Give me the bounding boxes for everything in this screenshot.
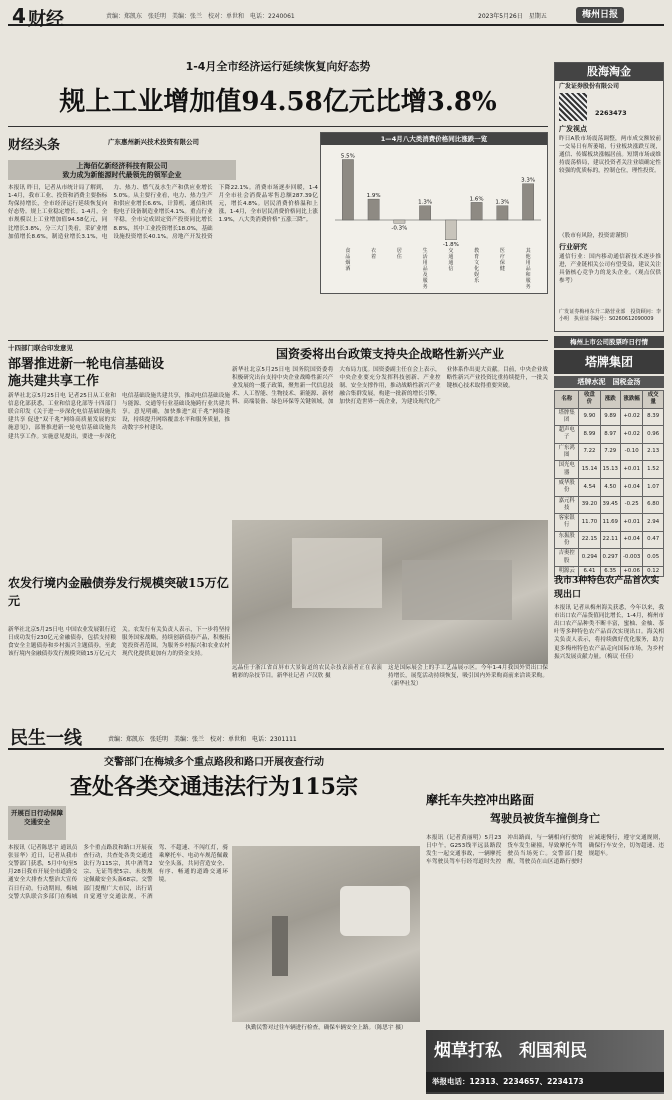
minsheng-header xyxy=(8,724,664,750)
stock-cell: 8.39 xyxy=(643,408,664,426)
stock-col-header: 名称 xyxy=(555,391,579,409)
chart-category-label: 教 xyxy=(474,248,480,254)
stock-cell: 6.35 xyxy=(600,566,620,576)
chart-category-label: 居 xyxy=(396,248,402,254)
stock-cell: 1.52 xyxy=(643,461,664,479)
chart-category-label: 品 xyxy=(345,254,351,260)
chart-category-label: 及 xyxy=(422,272,428,278)
industry-body: 通信行业：国内移动通信新技术逐步推进，产业链相关公司有望受益，建议关注具备核心竞争力的龙头企业。（观点仅供参考） xyxy=(559,254,661,285)
stock-row xyxy=(555,514,664,532)
chart-category-label: 服 xyxy=(422,278,428,284)
stock-cell: 15.13 xyxy=(600,461,620,479)
stock-cell: 39.45 xyxy=(600,496,620,514)
chart-category-label: 务 xyxy=(525,284,531,290)
traffic-body-continued xyxy=(232,1038,420,1090)
traffic-headline: 查处各类交通违法行为115宗 xyxy=(70,774,358,800)
stock-ad-title: 股海淘金 xyxy=(555,63,663,81)
chart-category-label: 品 xyxy=(422,266,428,272)
chart-bar xyxy=(394,220,405,223)
minsheng-editors: 责编：郑凯东 张廷明 美编：张兰 校对：单世和 电话：2301111 xyxy=(108,736,297,743)
stock-cell: +0.04 xyxy=(620,478,642,496)
stock-cell: +0.01 xyxy=(620,461,642,479)
stock-row xyxy=(555,478,664,496)
stock-cell: 7.22 xyxy=(579,443,600,461)
page-header xyxy=(8,4,664,30)
chart-bar xyxy=(419,206,430,220)
sponsor-strip xyxy=(8,160,236,180)
stock-table xyxy=(554,390,664,577)
stock-cell: 6.80 xyxy=(643,496,664,514)
stock-row xyxy=(555,461,664,479)
industry-title: 行业研究 xyxy=(559,243,587,251)
chart-category-label: 活 xyxy=(422,254,428,260)
chart-category-label: 医 xyxy=(499,248,505,254)
stock-cell: 15.14 xyxy=(579,461,600,479)
lead-headline: 规上工业增加值94.58亿元比增3.8% xyxy=(59,87,497,117)
chart-category-label: 和 xyxy=(525,272,531,278)
chart-category-label: 烟 xyxy=(345,260,351,266)
stock-cell: 8.97 xyxy=(600,426,620,444)
stock-cell: 9.89 xyxy=(600,408,620,426)
stock-cell: 广东鸿图 xyxy=(555,443,579,461)
stock-row xyxy=(555,549,664,567)
stock-cell: 7.29 xyxy=(600,443,620,461)
chart-value-label: 1.9% xyxy=(366,193,381,200)
digital-body: 新华社北京5月25日电 记者25日从工业和信息化部获悉，工业和信息化部等十四部门联合印发《关于进一步深化电信基础设施共建共享 促进“双千兆”网络高质量发展的实施意见》，部署推进新一轮电信基础设施共建共享工作。实施意见提出，要进一步深化电信基础设施共建共享，推动电信基础设施与能源、交通等行业基础设施跨行业共建共享。意见明确，加快推进“双千兆”网络建设，持续提升网络覆盖水平和服务质量，推动数字乡村建设。 xyxy=(8,393,230,440)
digital-kicker: 十四部门联合印发意见 xyxy=(8,344,73,352)
agri-headline: 农发行境内金融债券发行规模突破15万亿元 xyxy=(8,576,229,608)
chart-category-label: 服 xyxy=(525,278,531,284)
digital-headline: 部署推进新一轮电信基础设施共建共享工作 xyxy=(8,357,165,389)
traffic-sidebar-title: 开展百日行动保障交通安全 xyxy=(8,806,66,840)
chart-category-label: 娱 xyxy=(474,272,480,278)
stock-cell: 22.15 xyxy=(579,531,600,549)
stock-cell: 明源云 xyxy=(555,566,579,576)
sasac-headline: 国资委将出台政策支持央企战略性新兴产业 xyxy=(275,347,504,361)
stock-col-header: 成交量 xyxy=(643,391,664,409)
photo-caption-right: 这是国际展会上的手工艺品展示区。今年1-4月我国外贸出口保持增长，展览活动持续恢复，吸引国内外采购商前来洽谈采购。（新华社发） xyxy=(388,665,548,688)
chart-bar xyxy=(522,184,533,220)
stock-cell: 吉奥控股 xyxy=(555,549,579,567)
hotline-numbers: 12313、2234657、2234173 xyxy=(469,1077,584,1086)
chart-category-label: 交 xyxy=(448,248,454,254)
stock-row xyxy=(555,531,664,549)
view-body: 昨日A股市场震荡调整，两市成交额较前一交易日有所萎缩，行业板块涨跌互现，通信、传媒板块涨幅居前。短期市场或维持震荡格局，建议投资者关注业绩确定性较强的优质标的，控制仓位，理性投资。 xyxy=(559,136,661,175)
company-slogan: 塔牌水泥 国税金汤 xyxy=(554,376,664,388)
chart-category-label: 通 xyxy=(448,254,454,260)
photo-display-table xyxy=(402,560,512,620)
moto-headline: 摩托车失控冲出路面 xyxy=(426,793,535,807)
chart-value-label: -0.3% xyxy=(391,225,408,232)
chart-value-label: 3.3% xyxy=(521,177,536,184)
stock-cell: 超声电子 xyxy=(555,426,579,444)
traffic-body-top xyxy=(70,806,170,842)
section-rule xyxy=(8,340,548,341)
chart-category-label: 健 xyxy=(499,266,505,272)
moto-subhead: 驾驶员被货车撞倒身亡 xyxy=(490,812,600,825)
traffic-photo-caption: 执勤民警对过往车辆进行检查，确保车辆安全上路。（陈思宇 摄） xyxy=(245,1025,407,1031)
stock-table-wrap xyxy=(554,390,664,574)
anti-smuggling-ad xyxy=(426,1030,664,1094)
chart-category-label: 育 xyxy=(474,254,480,260)
stock-cell: +0.02 xyxy=(620,408,642,426)
farm-headline: 我市3种特色农产品首次实现出口 xyxy=(554,576,660,600)
stock-col-header: 涨跌幅 xyxy=(620,391,642,409)
stock-ad-box xyxy=(554,62,664,332)
chart-bar xyxy=(497,206,508,220)
editor-credits: 责编：郑凯东 张廷明 美编：张兰 校对：单世和 电话：2240061 xyxy=(106,13,295,20)
newspaper-logo: 梅州日报 xyxy=(576,7,624,23)
chart-category-label: 疗 xyxy=(499,254,505,260)
broker-name: 广发证券股份有限公司 xyxy=(559,83,620,90)
stock-cell: 11.69 xyxy=(600,514,620,532)
stock-col-header: 收盘价 xyxy=(579,391,600,409)
hotline-label: 举报电话： xyxy=(432,1077,470,1086)
chart-bar xyxy=(342,160,353,221)
stock-cell: 2.94 xyxy=(643,514,664,532)
lead-body: 本报讯 昨日，记者从市统计局了解到，1-4月，我市工业、投资和消费主要指标均保持增长，全市经济运行延续恢复向好态势。规上工业稳定增长。1-4月，全市规模以上工业增加值94.58亿元，同比增长3.8%，分三大门类看，采矿业增加值增长8.6%，制造业增长3.1%，电力、热力、燃气及水生产和供应业增长5.0%。从主要行业看，电力、热力生产和供应业增长6.6%，计算机、通信和其他电子设备制造业增长4.1%。重点行业平稳，全市完成固定资产投资同比增长8.8%，其中工业投资增长18.0%，基础设施投资增长40.1%。房地产开发投资下降22.1%。消费市场逐步回暖，1-4月全市社会消费品零售总额287.39亿元，增长4.8%。居民消费价格温和上涨，1-4月，全市居民消费价格同比上涨1.9%，八大类消费价格“五涨三降”。 xyxy=(8,185,318,240)
stock-cell: -0.10 xyxy=(620,443,642,461)
cpi-chart-panel xyxy=(320,132,548,294)
chart-value-label: 1.6% xyxy=(469,196,484,203)
stock-cell: -0.25 xyxy=(620,496,642,514)
stock-cell: 2.13 xyxy=(643,443,664,461)
stock-cell: +0.01 xyxy=(620,514,642,532)
chart-bar xyxy=(368,199,379,220)
section-title: 财经 xyxy=(28,9,64,30)
traffic-kicker: 交警部门在梅城多个重点路段和路口开展夜查行动 xyxy=(104,757,324,768)
stock-cell: 0.12 xyxy=(643,566,664,576)
moto-body: 本报讯（记者黄丽明）5月23日中午，G253线平远县路段发生一起交通事故，一辆摩托车驾驶员驾车行经弯道时失控冲出路面，与一辆相向行驶的货车发生碰撞，导致摩托车驾驶员当场死亡。交警部门提醒，驾驶员在山区道路行驶时应减速慢行，遵守交通规则，确保行车安全，切勿超速、违规超车。 xyxy=(426,835,664,866)
traffic-photo xyxy=(232,846,420,1022)
lead-rule xyxy=(8,126,548,127)
agri-body: 新华社北京5月25日电 中国农业发展银行近日成功发行230亿元金融债券，包括支持粮食安全主题债券和乡村振兴主题债券，至此该行境内金融债券发行规模突破15万亿元大关。农发行有关负责人表示，下一步将坚持服务国家战略，持续创新债券产品，积极拓宽投资者范围，为服务乡村振兴和农业农村现代化提供更加有力的资金支持。 xyxy=(8,627,230,658)
minsheng-title: 民生一线 xyxy=(10,728,82,749)
chart-category-label: 文 xyxy=(474,260,480,266)
ad-slogan: 烟草打私 利国利民 xyxy=(434,1041,587,1061)
stock-cell: 0.294 xyxy=(579,549,600,567)
view-title: 广发视点 xyxy=(559,125,587,133)
chart-category-label: 酒 xyxy=(345,266,351,272)
chart-category-label: 他 xyxy=(525,254,531,260)
chart-category-label: 品 xyxy=(525,266,531,272)
exhibition-photo xyxy=(232,520,548,664)
stock-cell: 0.47 xyxy=(643,531,664,549)
brand-title: 财经头条 xyxy=(8,138,61,153)
stock-cell: 客家银行 xyxy=(555,514,579,532)
stock-cell: 0.96 xyxy=(643,426,664,444)
photo-officer xyxy=(272,916,288,976)
stock-cell: 22.11 xyxy=(600,531,620,549)
stock-col-header: 涨跌 xyxy=(600,391,620,409)
cpi-bar-chart xyxy=(321,146,547,294)
photo-caption-left: 远晶佳于浙江省首屏市大景街道的农民杂技表演者正在表演精彩的杂技节目。新华社记者 卢汉欣 摄 xyxy=(232,665,382,680)
issue-date: 2023年5月26日 星期五 xyxy=(478,13,547,20)
stock-cell: 国光电器 xyxy=(555,461,579,479)
chart-category-label: 用 xyxy=(525,260,531,266)
chart-bar xyxy=(471,202,482,220)
chart-value-label: 5.5% xyxy=(340,153,355,160)
chart-category-label: 生 xyxy=(422,248,428,254)
chart-category-label: 其 xyxy=(525,248,531,254)
stock-cell: 0.297 xyxy=(600,549,620,567)
qr-code[interactable] xyxy=(559,93,587,121)
stock-cell: 4.54 xyxy=(579,478,600,496)
hotline-bar xyxy=(426,1072,664,1092)
chart-value-label: -1.8% xyxy=(442,241,459,248)
stock-cell: 6.41 xyxy=(579,566,600,576)
chart-category-label: 着 xyxy=(371,254,377,260)
stock-cell: 11.70 xyxy=(579,514,600,532)
stock-cell: +0.06 xyxy=(620,566,642,576)
chart-title: 1—4月八大类消费价格同比涨跌一览 xyxy=(321,133,547,145)
ad-footer: 广发证券梅州东升二路营业部 投资顾问：李小明 执业证书编号：S0260612090009 xyxy=(559,309,661,323)
photo-display-stand xyxy=(292,538,382,608)
sponsor-line-2: 致力成为新能源时代最领先的领军企业 xyxy=(62,171,182,180)
chart-category-label: 化 xyxy=(474,266,480,272)
chart-category-label: 保 xyxy=(499,260,505,266)
stock-cell: 东振股份 xyxy=(555,531,579,549)
sponsor-name: 广东惠州新兴技术投资有限公司 xyxy=(108,138,199,146)
stock-cell: 4.50 xyxy=(600,478,620,496)
stock-cell: 8.99 xyxy=(579,426,600,444)
broker-phone: 2263473 xyxy=(595,109,627,117)
traffic-body: 本报讯（记者陈思宇 通讯员张显华）近日，记者从我市交警部门获悉，5月中旬至5月28日我市开展全市道路交通安全大排查大整治大宣传百日行动。行动期间，梅城交警大队联合多部门在梅城多个重点路段和路口开展夜查行动，共查处各类交通违法行为115宗，其中酒驾2宗、无证驾驶5宗、未按规定佩戴安全头盔68宗。交警部门提醒广大市民，出行请自觉遵守交通法规，不酒驾、不超速、不闯红灯，骑乘摩托车、电动车规范佩戴安全头盔，共同营造安全、有序、畅通的道路交通环境。 xyxy=(8,845,228,900)
sasac-body: 新华社北京5月25日电 国务院国资委将积极研究出台支持中央企业战略性新兴产业发展的一揽子政策，聚焦新一代信息技术、人工智能、生物技术、新能源、新材料、高端装备、绿色环保等关键领域，加大布局力度。国资委副主任在会上表示，中央企业要充分发挥科技创新、产业控制、安全支撑作用，推动战略性新兴产业融合集群发展，构建一批新的增长引擎，加快打造世界一流企业，为建设现代化产业体系作出更大贡献。目前，中央企业战略性新兴产业投资比重持续提升，一批关键核心技术取得重要突破。 xyxy=(232,367,548,406)
chart-value-label: 1.3% xyxy=(418,199,433,206)
chart-category-label: 信 xyxy=(448,266,454,272)
chart-category-label: 食 xyxy=(345,248,351,254)
stock-cell: -0.003 xyxy=(620,549,642,567)
stock-section-title: 梅州上市公司股票昨日行情 xyxy=(554,336,664,348)
brand-banner xyxy=(8,132,236,162)
lead-kicker: 1-4月全市经济运行延续恢复向好态势 xyxy=(185,60,371,73)
risk-notice: （股市有风险，投资需谨慎） xyxy=(559,233,632,239)
stock-cell: 0.05 xyxy=(643,549,664,567)
chart-category-label: 用 xyxy=(422,260,428,266)
stock-cell: +0.02 xyxy=(620,426,642,444)
sponsor-line-1: 上海佰亿新经济科技有限公司 xyxy=(76,162,168,170)
farm-body: 本报讯 记者从梅州海关获悉，今年以来，我市出口农产品货值同比增长，1-4月，梅州市出口农产品种类不断丰富，蜜柚、金柚、茶叶等多种特色农产品首次实现出口。海关相关负责人表示，将持续做好优化服务，助力更多梅州特色农产品走向国际市场，为乡村振兴发展贡献力量。（梅议 任佳） xyxy=(554,605,664,660)
photo-car xyxy=(340,886,410,936)
lead-body-continued xyxy=(320,298,548,336)
chart-category-label: 务 xyxy=(422,284,428,290)
chart-category-label: 乐 xyxy=(474,278,480,284)
chart-category-label: 通 xyxy=(448,260,454,266)
stock-cell: 嘉元科技 xyxy=(555,496,579,514)
stock-cell: 塔牌集团 xyxy=(555,408,579,426)
stock-row xyxy=(555,496,664,514)
stock-row xyxy=(555,443,664,461)
stock-cell: +0.04 xyxy=(620,531,642,549)
stock-cell: 39.20 xyxy=(579,496,600,514)
page-number: 4 xyxy=(12,4,26,28)
chart-value-label: 1.3% xyxy=(495,199,510,206)
company-banner: 塔牌集团 xyxy=(554,350,664,374)
stock-cell: 威华股份 xyxy=(555,478,579,496)
stock-row xyxy=(555,408,664,426)
chart-bar xyxy=(445,220,456,240)
stock-cell: 1.07 xyxy=(643,478,664,496)
chart-category-label: 住 xyxy=(396,254,402,260)
chart-category-label: 衣 xyxy=(371,248,377,254)
stock-cell: 9.90 xyxy=(579,408,600,426)
stock-row xyxy=(555,426,664,444)
